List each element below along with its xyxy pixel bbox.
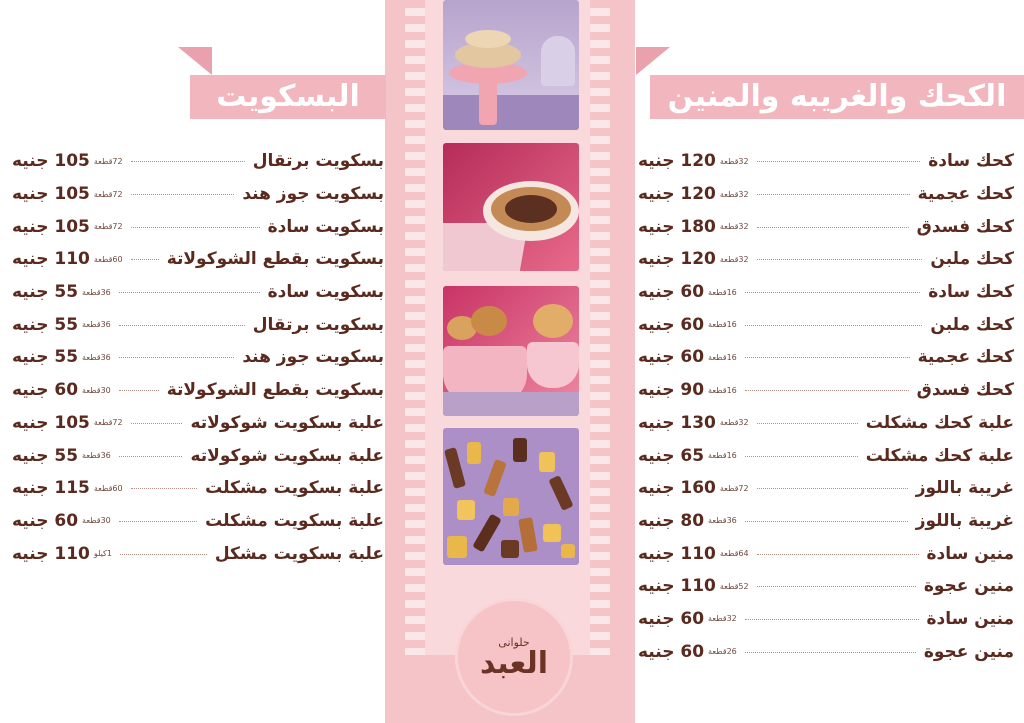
item-quantity: 60قطعة <box>93 254 123 264</box>
item-name: غريبة باللوز <box>915 478 1014 499</box>
mixed-cookies-tray-photo <box>443 143 579 271</box>
item-name: علبة بسكويت شوكولاته <box>190 412 384 433</box>
item-name: بسكويت سادة <box>267 282 384 303</box>
dotted-leader <box>119 324 245 326</box>
dotted-leader <box>757 226 909 228</box>
item-quantity: 36قطعة <box>82 352 111 362</box>
item-name: كحك عجمية <box>917 347 1014 368</box>
item-name: كحك ملبن <box>930 314 1014 335</box>
item-quantity: 16قطعة <box>708 287 737 297</box>
menu-item <box>12 374 384 407</box>
dotted-leader <box>757 193 910 195</box>
dotted-leader <box>745 651 916 653</box>
item-price: 55 جنيه <box>12 445 79 466</box>
dotted-leader <box>745 324 923 326</box>
item-quantity: 32قطعة <box>719 418 749 428</box>
menu-item <box>638 210 1014 243</box>
dotted-leader <box>757 553 919 555</box>
dotted-leader <box>757 160 921 162</box>
item-price: 60 جنيه <box>12 380 79 401</box>
item-name: بسكويت سادة <box>267 216 384 237</box>
menu-item <box>638 570 1014 603</box>
dotted-leader <box>745 356 910 358</box>
item-quantity: 72قطعة <box>93 189 123 199</box>
item-price: 65 جنيه <box>638 445 705 466</box>
item-name: بسكويت برتقال <box>252 151 384 172</box>
biscuits-spread-photo <box>443 428 579 565</box>
item-price: 105 جنيه <box>12 151 90 172</box>
item-price: 110 جنيه <box>638 543 716 564</box>
dotted-leader <box>119 455 183 457</box>
item-name: كحك عجمية <box>917 184 1014 205</box>
item-price: 60 جنيه <box>638 314 705 335</box>
menu-item <box>12 145 384 178</box>
lace-border-right <box>590 0 610 655</box>
item-price: 180 جنيه <box>638 216 716 237</box>
item-price: 130 جنيه <box>638 412 716 433</box>
menu-item <box>12 407 384 440</box>
dotted-leader <box>745 520 908 522</box>
item-name: علبة كحك مشكلت <box>865 445 1014 466</box>
dotted-leader <box>745 291 920 293</box>
dotted-leader <box>131 422 183 424</box>
item-name: منين عجوة <box>923 576 1014 597</box>
item-name: منين عجوة <box>923 641 1014 662</box>
menu-item <box>638 472 1014 505</box>
dotted-leader <box>757 422 858 424</box>
item-price: 110 جنيه <box>12 249 90 270</box>
item-name: علبة بسكويت مشكلت <box>205 510 384 531</box>
menu-item <box>12 308 384 341</box>
kahk-stand-photo <box>443 0 579 130</box>
item-price: 90 جنيه <box>638 380 705 401</box>
item-quantity: 32قطعة <box>719 189 749 199</box>
item-quantity: 32قطعة <box>719 222 749 232</box>
dotted-leader <box>131 193 235 195</box>
header-right-fold <box>636 47 670 75</box>
dotted-leader <box>119 520 197 522</box>
item-price: 60 جنيه <box>638 282 705 303</box>
item-price: 55 جنيه <box>12 347 79 368</box>
item-quantity: 16قطعة <box>708 451 737 461</box>
menu-item <box>638 603 1014 636</box>
menu-item <box>12 341 384 374</box>
menu-item <box>12 276 384 309</box>
item-price: 120 جنيه <box>638 249 716 270</box>
menu-item <box>638 537 1014 570</box>
item-price: 105 جنيه <box>12 412 90 433</box>
menu-item <box>12 537 384 570</box>
item-quantity: 32قطعة <box>708 614 737 624</box>
logo-small-text: حلوانى <box>498 635 530 649</box>
item-price: 60 جنيه <box>638 608 705 629</box>
item-quantity: 72قطعة <box>93 156 123 166</box>
item-name: منين سادة <box>926 608 1014 629</box>
item-name: بسكويت جوز هند <box>242 347 384 368</box>
menu-item <box>12 243 384 276</box>
logo-big-text: العبد <box>479 645 549 681</box>
dotted-leader <box>131 487 198 489</box>
brand-logo <box>455 598 573 716</box>
item-quantity: 72قطعة <box>93 222 123 232</box>
item-name: علبة بسكويت شوكولاته <box>190 445 384 466</box>
dotted-leader <box>119 389 159 391</box>
dotted-leader <box>757 487 908 489</box>
dotted-leader <box>119 356 235 358</box>
item-quantity: 36قطعة <box>82 287 111 297</box>
dotted-leader <box>745 455 858 457</box>
menu-item <box>638 439 1014 472</box>
menu-item <box>638 276 1014 309</box>
menu-item <box>12 472 384 505</box>
header-left-fold <box>178 47 212 75</box>
menu-item <box>638 178 1014 211</box>
item-quantity: 52قطعة <box>719 581 749 591</box>
item-quantity: 26قطعة <box>708 647 737 657</box>
kahk-menu-list <box>638 145 1014 668</box>
item-name: منين سادة <box>926 543 1014 564</box>
item-quantity: 30قطعة <box>82 516 111 526</box>
item-quantity: 32قطعة <box>719 156 749 166</box>
item-name: كحك ملبن <box>930 249 1014 270</box>
item-quantity: 60قطعة <box>93 483 123 493</box>
dotted-leader <box>131 258 159 260</box>
item-name: كحك فسدق <box>916 380 1014 401</box>
dotted-leader <box>119 291 260 293</box>
menu-item <box>12 505 384 538</box>
item-price: 115 جنيه <box>12 478 90 499</box>
ghorayeba-bowls-photo <box>443 286 579 416</box>
item-price: 55 جنيه <box>12 282 79 303</box>
item-price: 60 جنيه <box>638 641 705 662</box>
item-quantity: 72قطعة <box>93 418 123 428</box>
menu-item <box>638 635 1014 668</box>
menu-item <box>638 243 1014 276</box>
menu-item <box>638 374 1014 407</box>
item-quantity: 36قطعة <box>82 451 111 461</box>
biscuit-menu-list <box>12 145 384 570</box>
item-price: 60 جنيه <box>12 510 79 531</box>
item-name: غريبة باللوز <box>915 510 1014 531</box>
item-name: بسكويت بقطع الشوكولاتة <box>166 380 384 401</box>
item-name: علبة كحك مشكلت <box>865 412 1014 433</box>
item-price: 60 جنيه <box>638 347 705 368</box>
item-name: بسكويت برتقال <box>252 314 384 335</box>
menu-item <box>638 145 1014 178</box>
item-name: كحك سادة <box>928 151 1014 172</box>
item-price: 110 جنيه <box>638 576 716 597</box>
item-name: علبة بسكويت مشكلت <box>205 478 384 499</box>
item-name: بسكويت بقطع الشوكولاتة <box>166 249 384 270</box>
menu-item <box>638 505 1014 538</box>
dotted-leader <box>120 553 207 555</box>
item-quantity: 30قطعة <box>82 385 111 395</box>
menu-item <box>638 308 1014 341</box>
item-quantity: 16قطعة <box>708 385 737 395</box>
item-price: 160 جنيه <box>638 478 716 499</box>
dotted-leader <box>745 389 909 391</box>
item-quantity: 36قطعة <box>82 320 111 330</box>
menu-item <box>12 210 384 243</box>
dotted-leader <box>131 160 245 162</box>
item-name: كحك سادة <box>928 282 1014 303</box>
dotted-leader <box>757 258 923 260</box>
dotted-leader <box>131 226 260 228</box>
dotted-leader <box>745 618 919 620</box>
item-quantity: 32قطعة <box>719 254 749 264</box>
kahk-section-header: الكحك والغريبه والمنين <box>650 75 1024 119</box>
item-price: 80 جنيه <box>638 510 705 531</box>
item-price: 105 جنيه <box>12 216 90 237</box>
item-quantity: 1كيلو <box>93 549 112 559</box>
lace-border-left <box>405 0 425 655</box>
item-name: علبة بسكويت مشكل <box>214 543 384 564</box>
item-price: 120 جنيه <box>638 151 716 172</box>
item-price: 55 جنيه <box>12 314 79 335</box>
dotted-leader <box>757 585 916 587</box>
item-quantity: 16قطعة <box>708 320 737 330</box>
item-quantity: 72قطعة <box>719 483 749 493</box>
biscuit-section-header: البسكويت <box>190 75 386 119</box>
item-price: 105 جنيه <box>12 184 90 205</box>
menu-item <box>638 407 1014 440</box>
menu-item <box>638 341 1014 374</box>
item-quantity: 64قطعة <box>719 549 749 559</box>
item-quantity: 36قطعة <box>708 516 737 526</box>
item-quantity: 16قطعة <box>708 352 737 362</box>
menu-item <box>12 439 384 472</box>
item-price: 110 جنيه <box>12 543 90 564</box>
item-price: 120 جنيه <box>638 184 716 205</box>
item-name: كحك فسدق <box>916 216 1014 237</box>
item-name: بسكويت جوز هند <box>242 184 384 205</box>
menu-item <box>12 178 384 211</box>
